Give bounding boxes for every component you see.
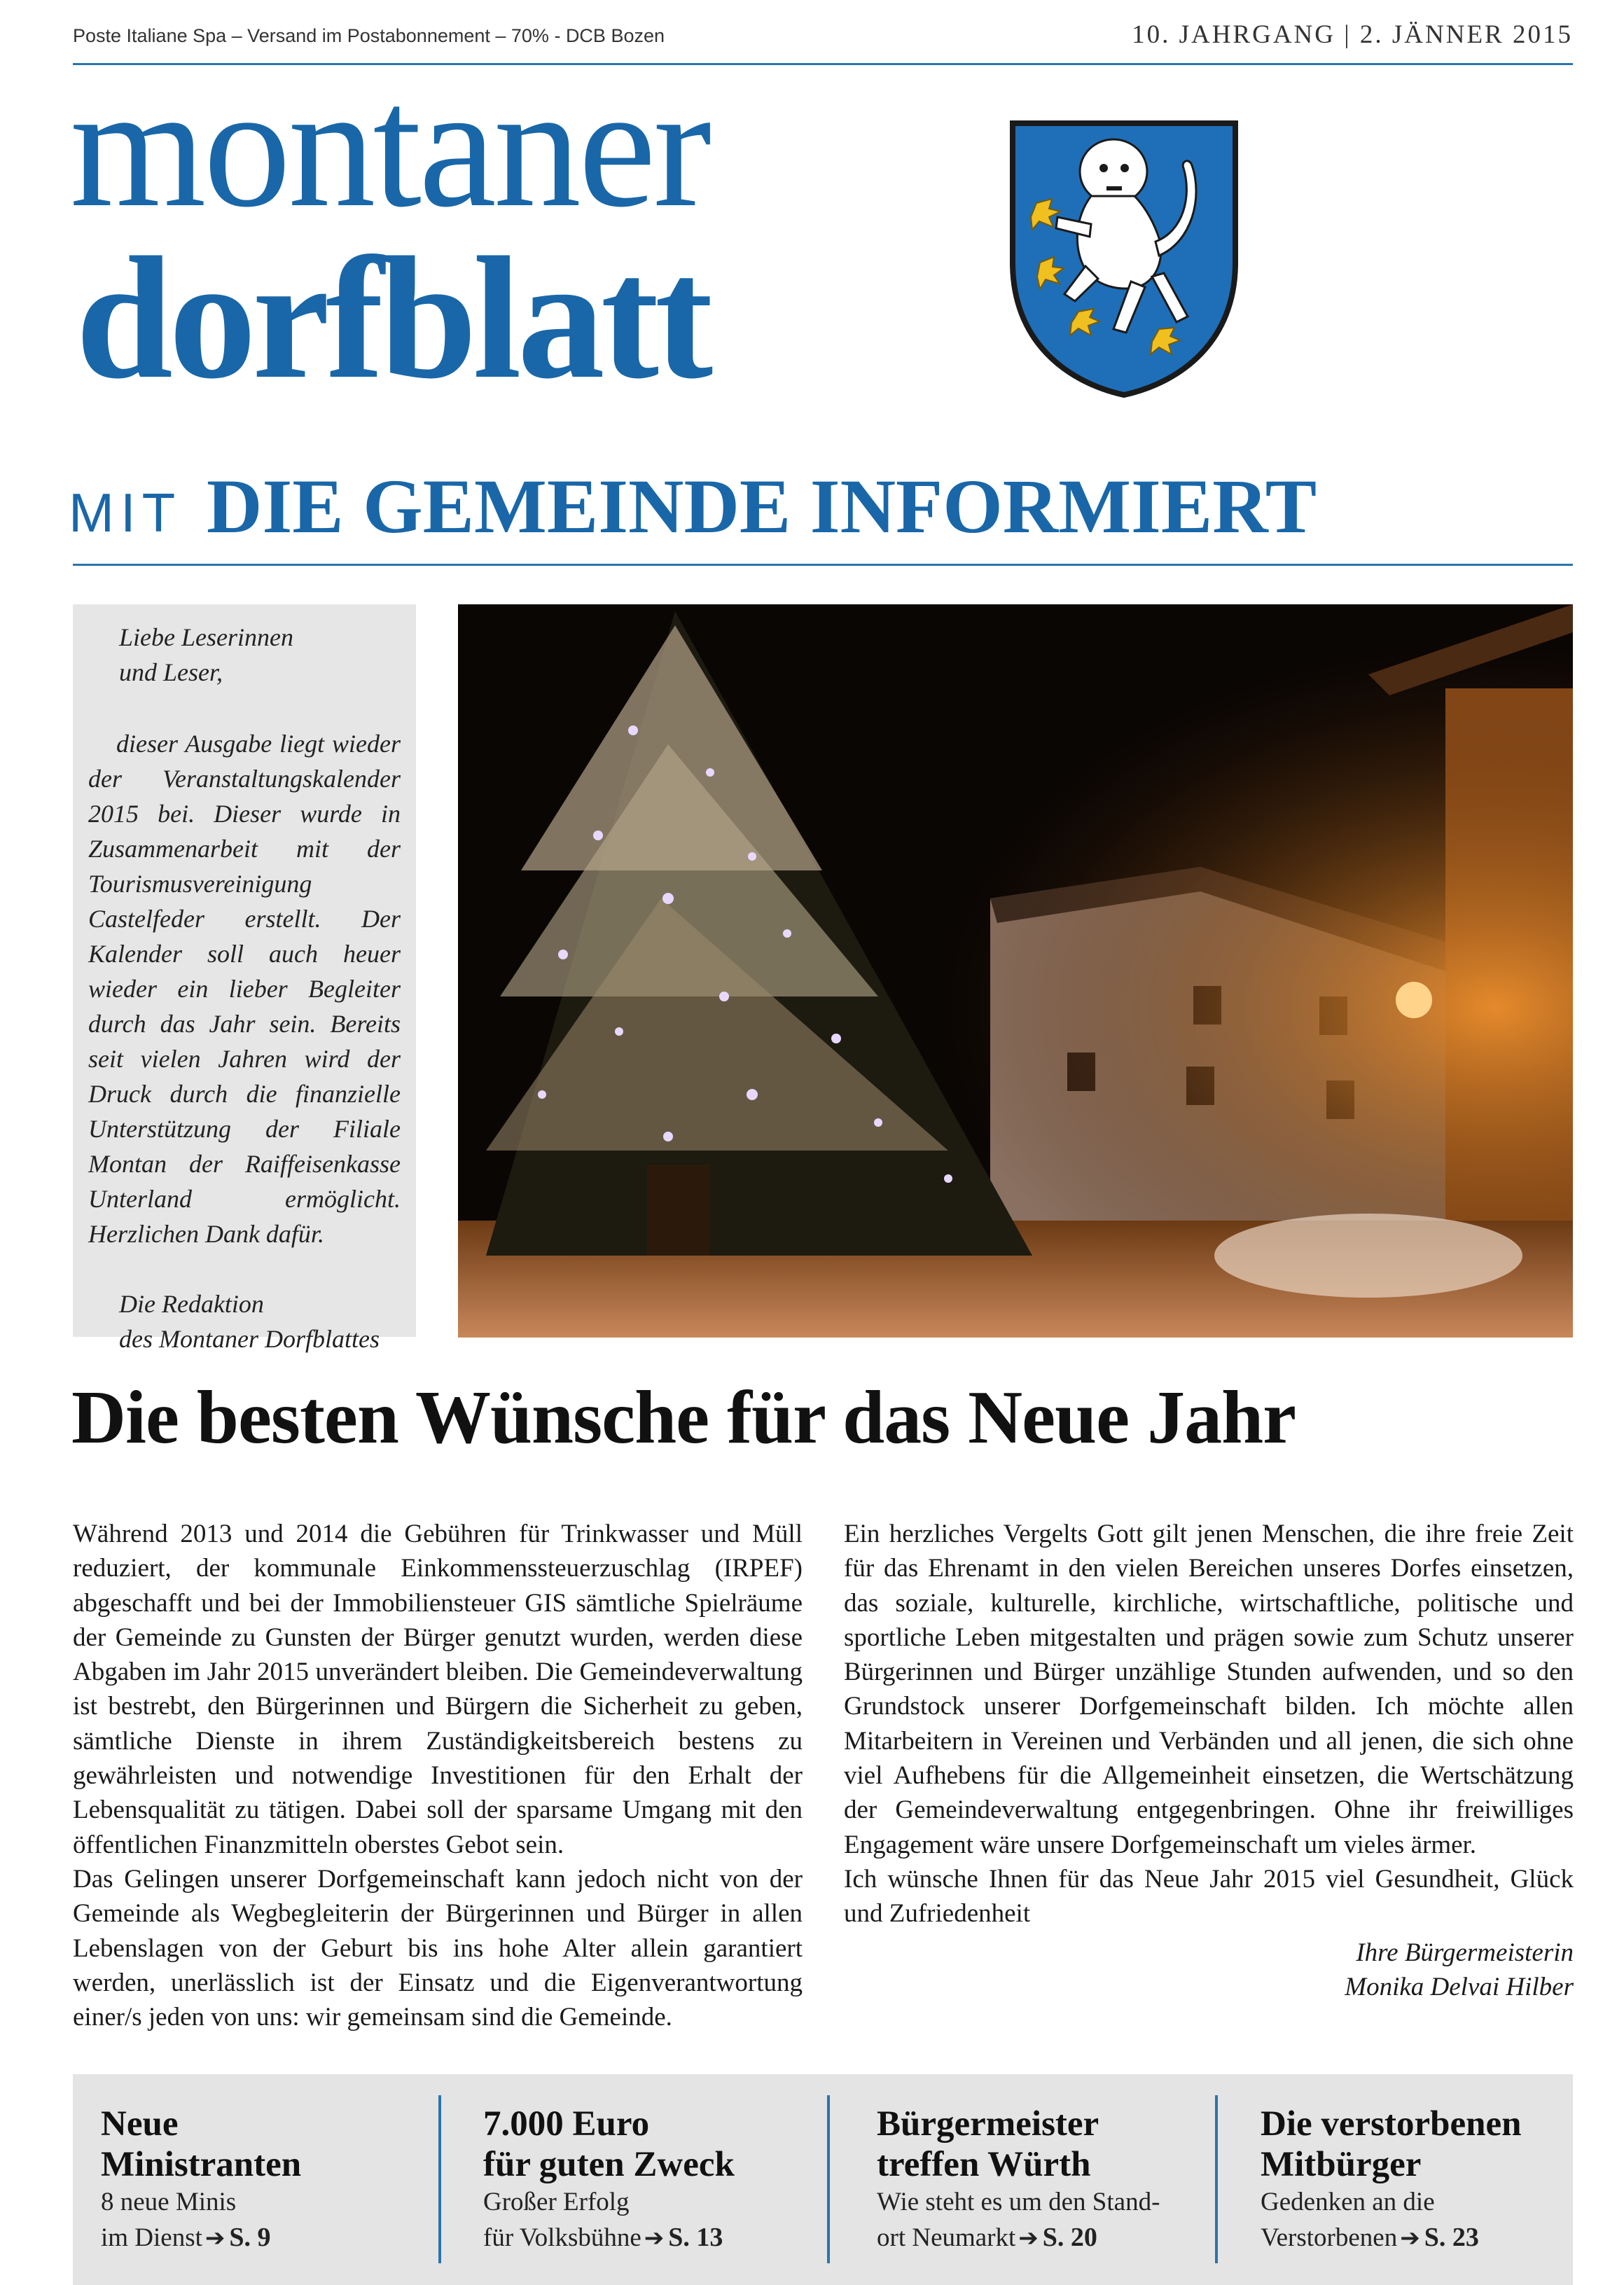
letter-salutation-1: Liebe Leserinnen [119, 623, 293, 651]
editorial-letter-box [73, 604, 416, 1353]
teaser-bar [73, 2074, 1573, 2285]
teaser-volksbuehne[interactable] [483, 2104, 812, 2256]
teaser-ministranten[interactable] [101, 2104, 430, 2256]
teaser-title: für guten Zweck [483, 2145, 735, 2184]
teaser-page-link[interactable]: S. 20 [1042, 2223, 1097, 2252]
cover-photo [458, 604, 1573, 1338]
teaser-page-link[interactable]: S. 9 [229, 2223, 271, 2252]
teaser-title: treffen Würth [877, 2145, 1091, 2184]
teaser-page-link[interactable]: S. 13 [668, 2223, 723, 2252]
teaser-subtitle: im Dienst [101, 2223, 202, 2252]
letter-body: dieser Ausgabe liegt wieder der Veranstaltungskalender 2015 bei. Dieser wurde in Zusammenarbeit mit der Tourismusvereinigung Castelfeder erstellt. Der Kalender soll auch heuer wieder ein lieber Begleiter durch das Jahr sein. Bereits seit vielen Jahren wird der Druck durch die finanzielle Unterstützung der Filiale Montan der Raiffeisenkasse Unterland ermöglicht. Herzlichen Dank dafür. [88, 730, 401, 1248]
article-column-left [73, 1517, 803, 2034]
issue-line: 10. JAHRGANG | 2. JÄNNER 2015 [1132, 20, 1573, 49]
article-paragraph: Während 2013 und 2014 die Gebühren für Trinkwasser und Müll reduziert, der kommunale Einkommenssteuerzuschlag (IRPEF) abgeschafft und bei der Immobiliensteuer GIS sämtliche Spielräume der Gemeinde zu Gunsten der Bürger genutzt wurden, werden diese Abgaben im Jahr 2015 unverändert bleiben. Die Gemeindeverwaltung ist bestrebt, den Bürgerinnen und Bürgern die Sicherheit zu geben, sämtliche Dienste in ihrem Zuständigkeitsbereich bestens zu gewährleisten und notwendige Investitionen für den Erhalt der Lebensqualität zu tätigen. Dabei soll der sparsame Umgang mit den öffentlichen Finanzmitteln oberstes Gebot sein. [73, 1520, 803, 1859]
teaser-title: Ministranten [101, 2145, 302, 2184]
teaser-separator [827, 2095, 830, 2263]
coat-of-arms-lion-icon [1008, 119, 1240, 399]
arrow-right-icon: ➔ [1400, 2224, 1420, 2252]
arrow-right-icon: ➔ [1018, 2224, 1039, 2252]
teaser-page-link[interactable]: S. 23 [1424, 2223, 1479, 2252]
masthead-subtitle: DIE GEMEINDE INFORMIERT [207, 464, 1317, 549]
teaser-subtitle: für Volksbühne [483, 2223, 641, 2252]
article-paragraph: Ich wünsche Ihnen für das Neue Jahr 2015 viel Gesundheit, Glück und Zufriedenheit [844, 1864, 1574, 1929]
teaser-title: Bürgermeister [877, 2104, 1099, 2144]
teaser-wuerth[interactable] [877, 2104, 1206, 2256]
teaser-subtitle: ort Neumarkt [877, 2223, 1016, 2252]
closing-name: Monika Delvai Hilber [1345, 1972, 1574, 2001]
article-paragraph: Das Gelingen unserer Dorfgemeinschaft kann jedoch nicht von der Gemeinde als Wegbegleiterin der Bürgerinnen und Bürger in allen Lebenslagen von der Geburt bis ins hohe Alter allein garantiert werden, unerlässlich ist der Einsatz und die Eigenverantwortung einer/s jeden von uns: wir gemeinsam sind die Gemeinde. [73, 1864, 803, 2032]
teaser-subtitle: Gedenken an die [1261, 2188, 1435, 2216]
arrow-right-icon: ➔ [644, 2224, 665, 2252]
masthead-divider [73, 564, 1573, 566]
article-headline: Die besten Wünsche für das Neue Jahr [71, 1376, 1296, 1459]
letter-salutation-2: und Leser, [119, 658, 223, 686]
masthead-line2: dorfblatt [76, 221, 709, 415]
teaser-title: Die verstorbenen [1261, 2104, 1522, 2144]
letter-sign-2: des Montaner Dorfblattes [119, 1325, 380, 1353]
teaser-subtitle: Großer Erfolg [483, 2188, 630, 2216]
masthead-line1: montaner [70, 50, 709, 244]
teaser-title: 7.000 Euro [483, 2104, 650, 2144]
teaser-separator [1215, 2095, 1218, 2263]
article-column-right [844, 1517, 1574, 2004]
teaser-verstorbene[interactable] [1261, 2104, 1590, 2256]
teaser-subtitle: 8 neue Minis [101, 2188, 237, 2216]
postal-line: Poste Italiane Spa – Versand im Postabonnement – 70% - DCB Bozen [73, 25, 665, 46]
teaser-separator [438, 2095, 441, 2263]
teaser-title: Neue [101, 2104, 179, 2144]
teaser-subtitle: Wie steht es um den Stand- [877, 2188, 1160, 2216]
teaser-subtitle: Verstorbenen [1261, 2223, 1398, 2252]
arrow-right-icon: ➔ [204, 2224, 225, 2252]
cover-photo-illustration [458, 604, 1573, 1338]
masthead-prefix: MIT [69, 482, 182, 543]
teaser-title: Mitbürger [1261, 2145, 1422, 2184]
article-paragraph: Ein herzliches Vergelts Gott gilt jenen Menschen, die ihre freie Zeit für das Ehrenamt in den vielen Bereichen unseres Dorfes einsetzen, das soziale, kulturelle, kirchliche, wirtschaftliche, politische und sportliche Leben mitgestalten und prägen sowie zum Schutz unserer Bürgerinnen und Bürger unzählige Stunden aufwenden, und so den Grundstock unserer Dorfgemeinschaft bilden. Ich möchte allen Mitarbeitern in Vereinen und Verbänden und all jenen, die sich ohne viel Aufhebens für die Allgemeinheit einsetzen, die Wertschätzung der Gemeindeverwaltung entgegenbringen. Ohne ihr freiwilliges Engagement wäre unsere Dorfgemeinschaft um vieles ärmer. [844, 1520, 1574, 1859]
closing-title: Ihre Bürgermeisterin [1356, 1938, 1574, 1967]
letter-sign-1: Die Redaktion [119, 1290, 264, 1318]
